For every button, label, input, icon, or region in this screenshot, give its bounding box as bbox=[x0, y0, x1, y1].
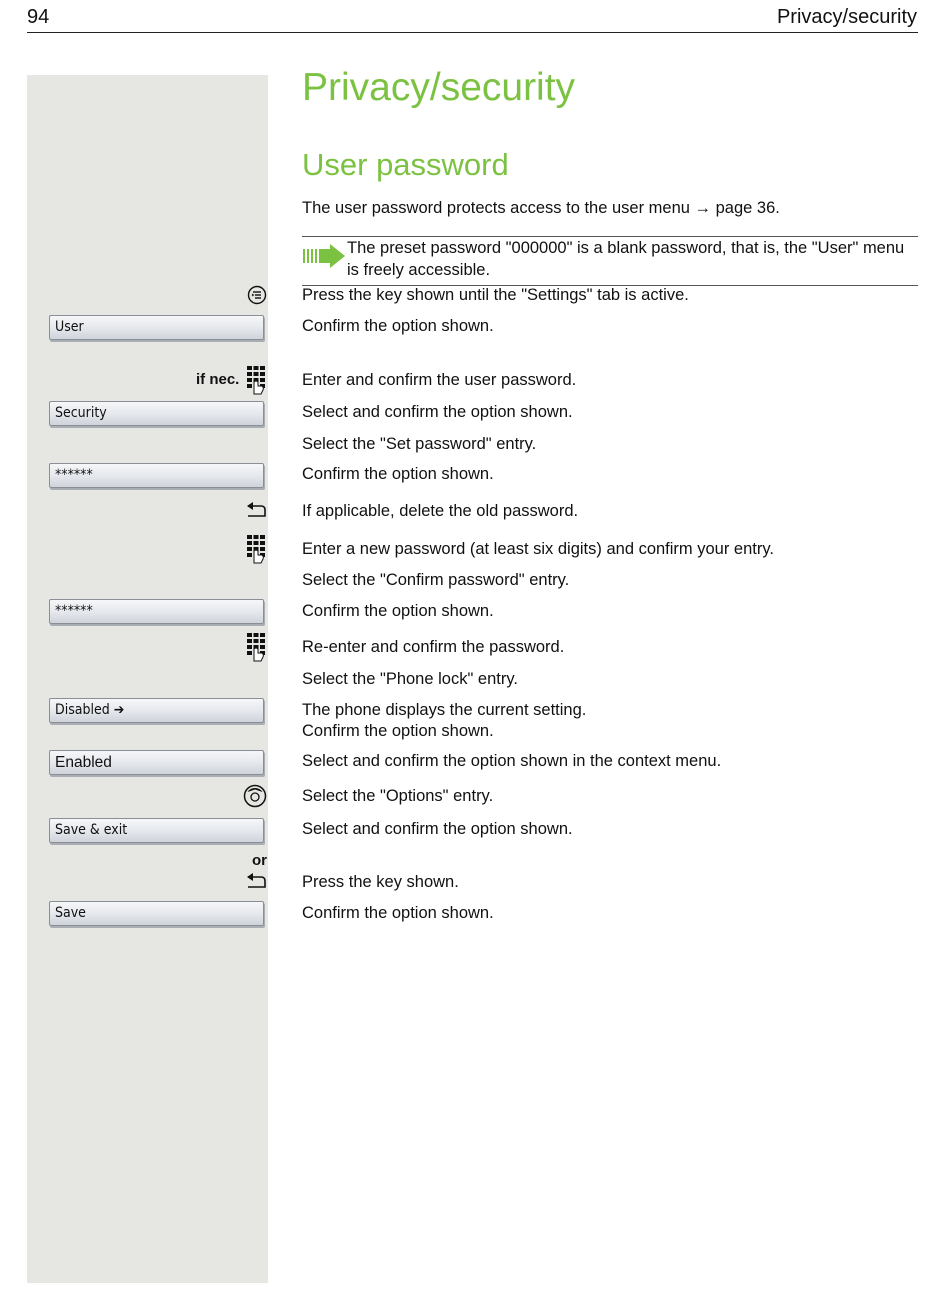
step-text: Select the "Options" entry. bbox=[302, 787, 494, 805]
page-number: 94 bbox=[27, 6, 50, 28]
back-arrow-icon bbox=[246, 872, 267, 890]
if-nec-label: if nec. bbox=[196, 371, 240, 388]
step-text: Select and confirm the option shown. bbox=[302, 403, 573, 421]
step-text: Confirm the option shown. bbox=[302, 317, 494, 335]
save-softkey[interactable]: Save bbox=[49, 901, 264, 926]
step-text: Select the "Set password" entry. bbox=[302, 435, 537, 453]
keypad-icon bbox=[246, 632, 266, 662]
intro-text: The user password protects access to the user menu → page 36. bbox=[302, 199, 780, 217]
disabled-softkey[interactable]: Disabled ➔ bbox=[49, 698, 264, 723]
step-text: Select and confirm the option shown in the context menu. bbox=[302, 752, 722, 770]
step-text: Confirm the option shown. bbox=[302, 904, 494, 922]
or-label: or bbox=[252, 852, 267, 869]
page-title: Privacy/security bbox=[302, 66, 576, 109]
step-text: Re-enter and confirm the password. bbox=[302, 638, 565, 656]
user-softkey[interactable]: User bbox=[49, 315, 264, 340]
note-rule-top bbox=[302, 236, 918, 237]
keypad-icon bbox=[246, 534, 266, 564]
step-text: Press the key shown until the "Settings" tab is active. bbox=[302, 286, 689, 304]
security-softkey[interactable]: Security bbox=[49, 401, 264, 426]
note-text: The preset password "000000" is a blank password, that is, the "User" menu is freely accessible. bbox=[347, 239, 905, 279]
header-rule bbox=[27, 32, 918, 33]
step-text: Enter and confirm the user password. bbox=[302, 371, 577, 389]
step-text: Press the key shown. bbox=[302, 873, 459, 891]
password-softkey[interactable]: ****** bbox=[49, 463, 264, 488]
step-text: Select and confirm the option shown. bbox=[302, 820, 573, 838]
save-exit-softkey[interactable]: Save & exit bbox=[49, 818, 264, 843]
confirm-password-softkey[interactable]: ****** bbox=[49, 599, 264, 624]
step-text: Select the "Phone lock" entry. bbox=[302, 670, 518, 688]
step-text: Confirm the option shown. bbox=[302, 722, 494, 740]
back-arrow-icon bbox=[246, 501, 267, 519]
enabled-softkey[interactable]: Enabled bbox=[49, 750, 264, 775]
section-title: User password bbox=[302, 147, 509, 182]
menu-key-icon bbox=[247, 285, 267, 305]
step-text: Enter a new password (at least six digits) and confirm your entry. bbox=[302, 540, 774, 558]
side-panel bbox=[27, 75, 268, 1283]
step-text: The phone displays the current setting. bbox=[302, 701, 587, 719]
green-arrow-icon bbox=[303, 244, 345, 268]
step-text: Confirm the option shown. bbox=[302, 465, 494, 483]
keypad-icon bbox=[246, 365, 266, 395]
running-head: Privacy/security bbox=[776, 6, 917, 28]
step-text: Select the "Confirm password" entry. bbox=[302, 571, 570, 589]
step-text: If applicable, delete the old password. bbox=[302, 502, 579, 520]
step-text: Confirm the option shown. bbox=[302, 602, 494, 620]
navigator-down-icon bbox=[243, 784, 267, 808]
